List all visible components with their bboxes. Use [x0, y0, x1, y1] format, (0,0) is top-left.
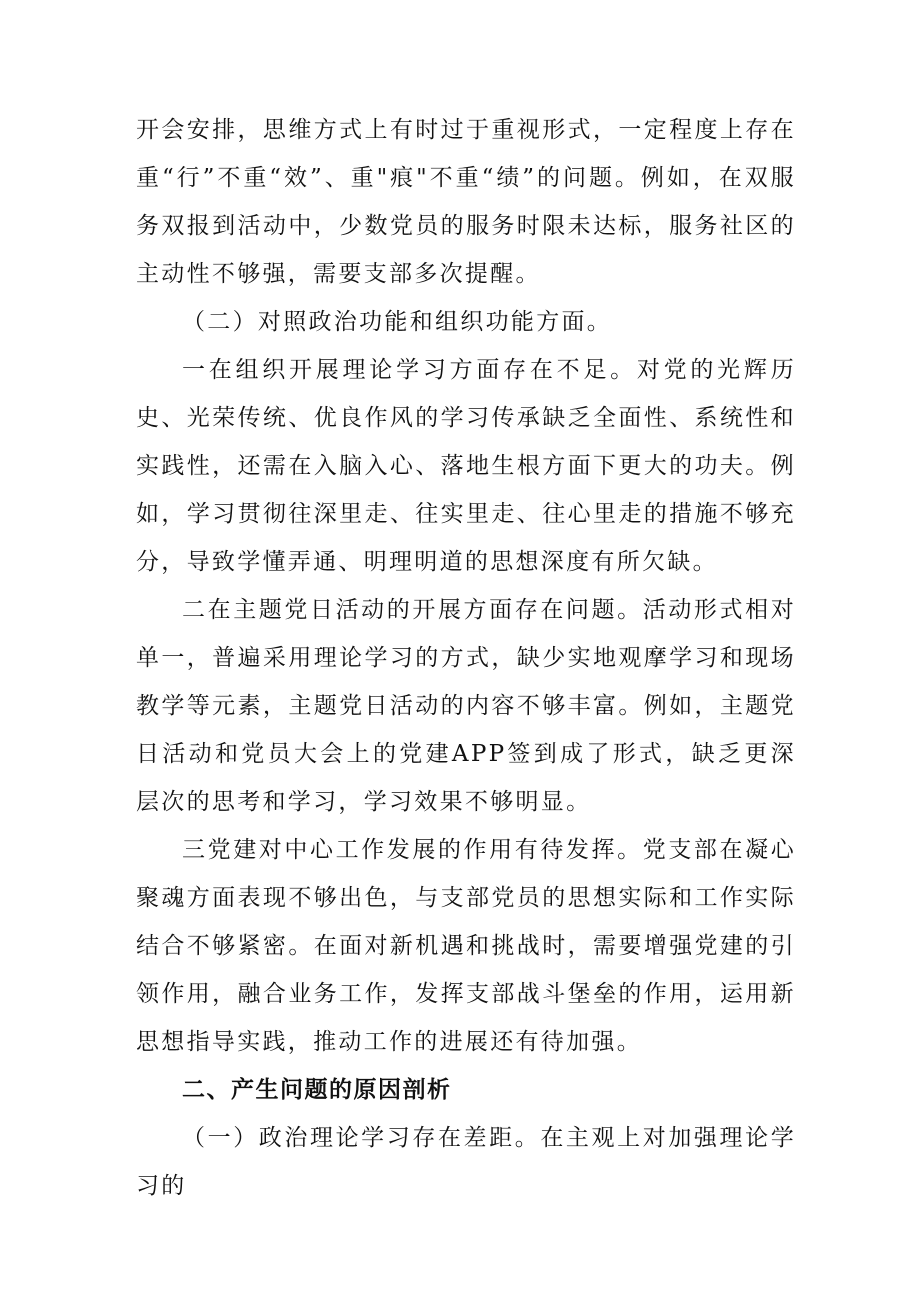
paragraph-continuation: 开会安排，思维方式上有时过于重视形式，一定程度上存在重“行”不重“效”、重"痕"不重“绩”的问题。例如，在双服务双报到活动中，少数党员的服务时限未达标，服务社区的主动性不够强，需要支部多次提醒。 [136, 117, 796, 287]
paragraph-cause-1: （一）政治理论学习存在差距。在主观上对加强理论学习的 [136, 1125, 796, 1199]
paragraph-point-1: 一在组织开展理论学习方面存在不足。对党的光辉历史、光荣传统、优良作风的学习传承缺乏全面性、系统性和实践性，还需在入脑入心、落地生根方面下更大的功夫。例如，学习贯彻往深里走、往实里走、往心里走的措施不够充分，导致学懂弄通、明理明道的思想深度有所欠缺。 [136, 357, 796, 575]
document-body [136, 106, 796, 1210]
subsection-heading-2: （二）对照政治功能和组织功能方面。 [182, 309, 613, 335]
paragraph-point-3: 三党建对中心工作发展的作用有待发挥。党支部在凝心聚魂方面表现不够出色，与支部党员的思想实际和工作实际结合不够紧密。在面对新机遇和挑战时，需要增强党建的引领作用，融合业务工作，发挥支部战斗堡垒的作用，运用新思想指导实践，推动工作的进展还有待加强。 [136, 837, 796, 1055]
paragraph-point-2: 二在主题党日活动的开展方面存在问题。活动形式相对单一，普遍采用理论学习的方式，缺少实地观摩学习和现场教学等元素，主题党日活动的内容不够丰富。例如，主题党日活动和党员大会上的党建APP签到成了形式，缺乏更深层次的思考和学习，学习效果不够明显。 [136, 597, 796, 815]
section-heading-2: 二、产生问题的原因剖析 [182, 1077, 452, 1103]
